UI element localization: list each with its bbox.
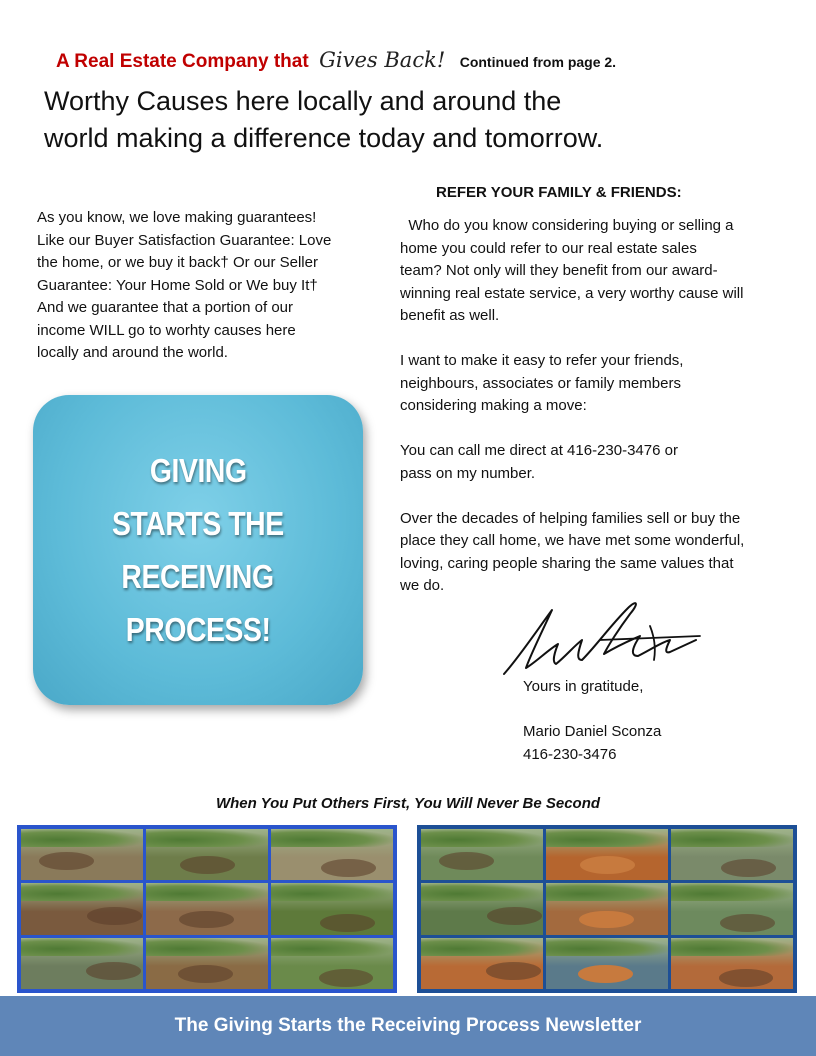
collage-photo [421,829,543,880]
signoff-block [523,676,661,766]
paragraph-line: I want to make it easy to refer your friends, [400,352,684,369]
photo-rock [487,907,542,925]
collage-photo [546,938,668,989]
refer-body [400,215,790,620]
photo-foliage [671,938,793,956]
photo-rock [721,859,776,877]
photo-foliage [546,883,668,901]
paragraph-line: Guarantee: Your Home Sold or We buy It† [37,276,318,294]
refer-heading: REFER YOUR FAMILY & FRIENDS: [436,184,682,201]
collage-photo [671,883,793,934]
paragraph-line: pass on my number. [400,464,536,482]
photo-rock [87,907,142,925]
paragraph-line: winning real estate service, a very worthy cause will [400,284,744,302]
photo-rock [180,856,235,874]
guarantees-paragraph [37,207,377,365]
headline-line-1: Worthy Causes here locally and around the [44,86,562,116]
photo-foliage [421,938,543,956]
photo-foliage [271,883,393,901]
badge-line: STARTS THE [112,505,284,542]
continued-note: Continued from page 2. [459,54,617,70]
photo-rock [319,969,374,987]
paragraph-line: team? Not only will they benefit from our award- [400,262,718,279]
closing-text: Yours in gratitude, [523,678,644,695]
collage-photo [421,883,543,934]
refer-paragraph-2 [400,350,790,418]
paragraph-line: place they call home, we have met some wonderful, [400,532,745,549]
paragraph-line: considering making a move: [400,397,587,414]
photo-rock [39,852,94,870]
photo-foliage [671,829,793,847]
paragraph-line: As you know, we love making guarantees! [37,209,317,226]
agent-phone: 416-230-3476 [523,745,617,763]
collage-photo [271,938,393,989]
gives-back-script: Gives Back! [319,48,446,72]
signature-image [500,596,710,682]
collage-photo [271,829,393,880]
refer-paragraph-4 [400,508,790,598]
photo-foliage [271,829,393,847]
newsletter-footer-bar [0,996,816,1056]
collage-photo [21,938,143,989]
photo-rock [486,962,541,980]
agent-name: Mario Daniel Sconza [523,723,662,740]
badge-line: PROCESS! [125,611,271,648]
photo-foliage [21,938,143,956]
collage-photo [546,829,668,880]
paragraph-line: neighbours, associates or family members [400,374,681,392]
paragraph-line: Like our Buyer Satisfaction Guarantee: Love [37,231,332,249]
collage-photo [146,883,268,934]
paragraph-line: locally and around the world. [37,344,228,361]
paragraph-line: the home, or we buy it back† Or our Seller [37,254,318,271]
photo-foliage [21,829,143,847]
photo-rock [86,962,141,980]
paragraph-line: home you could refer to our real estate sales [400,239,697,257]
paragraph-line: income WILL go to worhty causes here [37,321,296,339]
photo-collage-left [17,825,397,993]
page-headline [44,83,764,157]
collage-photo [271,883,393,934]
paragraph-line: Who do you know considering buying or selling a [400,217,734,234]
collage-photo [146,829,268,880]
collage-photo [546,883,668,934]
badge-line: RECEIVING [121,558,275,595]
photo-foliage [271,938,393,956]
photo-foliage [146,829,268,847]
paragraph-line: we do. [400,577,445,594]
paragraph-line: You can call me direct at 416-230-3476 or [400,442,678,459]
photo-foliage [21,883,143,901]
collage-photo [421,938,543,989]
photo-rock [321,859,376,877]
collage-photo [671,829,793,880]
photo-water [579,911,634,929]
photo-foliage [546,829,668,847]
photo-water [580,856,635,874]
photo-rock [720,914,775,932]
photo-foliage [146,883,268,901]
photo-rock [178,965,233,983]
newsletter-title: The Giving Starts the Receiving Process Newsletter [174,1015,642,1036]
photo-foliage [146,938,268,956]
collage-photo [21,883,143,934]
header-line [56,48,616,73]
photo-foliage [546,938,668,956]
refer-paragraph-1 [400,215,790,328]
paragraph-line: loving, caring people sharing the same values that [400,554,734,572]
headline-line-2: world making a difference today and tomorrow. [44,123,604,153]
motto-caption: When You Put Others First, You Will Never Be Second [215,795,601,812]
giving-badge [33,395,363,705]
collage-photo [21,829,143,880]
photo-water [578,965,633,983]
paragraph-line: Over the decades of helping families sell or buy the [400,509,741,527]
photo-foliage [421,883,543,901]
badge-line: GIVING [149,452,247,489]
photo-rock [719,969,774,987]
collage-photo [146,938,268,989]
photo-rock [179,911,234,929]
photo-collage-right [417,825,797,993]
paragraph-line: benefit as well. [400,307,500,324]
refer-paragraph-3 [400,440,790,485]
paragraph-line: And we guarantee that a portion of our [37,299,294,316]
photo-rock [320,914,375,932]
company-tagline: A Real Estate Company that [56,51,309,72]
photo-foliage [421,829,543,847]
collage-photo [671,938,793,989]
photo-rock [439,852,494,870]
photo-foliage [671,883,793,901]
